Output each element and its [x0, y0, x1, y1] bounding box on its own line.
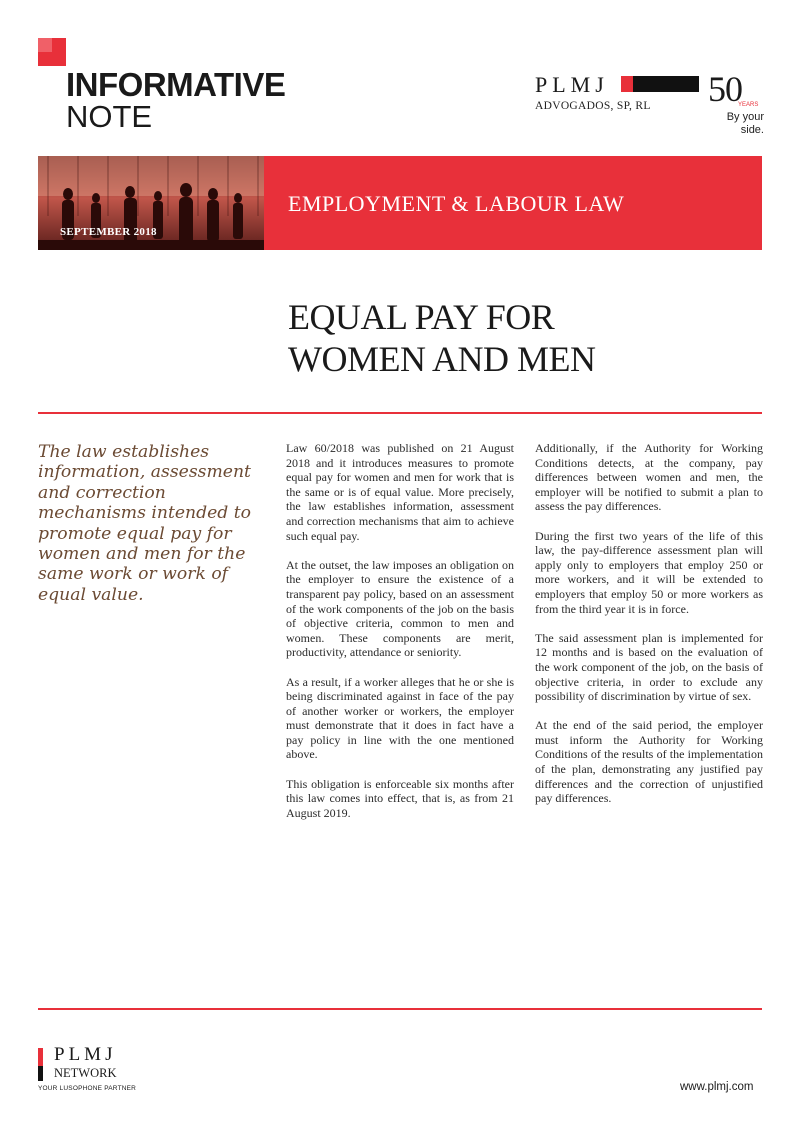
network-logo-name: PLMJ [54, 1044, 117, 1065]
network-tagline: YOUR LUSOPHONE PARTNER [38, 1085, 137, 1092]
network-logo-word: NETWORK [54, 1066, 117, 1080]
note-title-line1: INFORMATIVE [66, 66, 286, 103]
firm-logo-red-bar [621, 76, 633, 92]
article-headline [288, 296, 595, 380]
headline-line1: EQUAL PAY FOR [288, 297, 555, 337]
note-title-line2: NOTE [66, 99, 153, 134]
paragraph: At the end of the said period, the employer must inform the Authority for Working Conditions of the results of the implementation of the plan, demonstrating any justified pay differences and the correction of unjustified pay differences. [535, 718, 763, 806]
anniversary-number: 50 [708, 69, 742, 109]
paragraph: At the outset, the law imposes an obligation on the employer to ensure the existence of a transparent pay policy, based on an assessment of the work components of the job on the basis of objective criteria, common to men and women. These components are merit, productivity, attendance or seniority. [286, 557, 514, 660]
top-divider [38, 412, 762, 414]
body-column-2 [535, 441, 763, 820]
anniversary-logo [706, 68, 764, 138]
paragraph: During the first two years of the life of this law, the pay-difference assessment plan will apply only to employers that employ 250 or more workers, and it will be extended to employers that employ 50 or more workers as from the third year it is in force. [535, 528, 763, 616]
anniversary-label: YEARS [738, 102, 759, 108]
paragraph: Additionally, if the Authority for Working Conditions detects, at the company, pay differences between women and men, the employer will be notified to submit a plan to assess the pay differences. [535, 441, 763, 514]
practice-banner [264, 156, 762, 250]
headline-line2: WOMEN AND MEN [288, 339, 596, 379]
firm-subtitle: ADVOGADOS, SP, RL [535, 100, 651, 112]
network-logo-red-bar [38, 1048, 43, 1066]
practice-area-title: EMPLOYMENT & LABOUR LAW [288, 191, 625, 216]
tagline-line2: side. [740, 124, 764, 136]
firm-logo-black-bar [633, 76, 699, 92]
pull-quote: The law establishes information, assessment and correction mechanisms intended to promote equal pay for women and men for the same work or work of equal value. [38, 442, 251, 605]
paragraph: The said assessment plan is implemented for 12 months and is based on the evaluation of the work component of the job, on the basis of objective criteria, in order to exclude any possibility of discrimination by virtue of sex. [535, 630, 763, 704]
paragraph: As a result, if a worker alleges that he or she is being discriminated against in face of the pay of another worker or workers, the employer must demonstrate that it does in fact have a pay policy in line with the one mentioned above. [286, 674, 514, 762]
banner-photo [38, 156, 264, 250]
firm-logo-name: PLMJ [535, 72, 609, 97]
network-logo-black-bar [38, 1066, 43, 1081]
paragraph: Law 60/2018 was published on 21 August 2018 and it introduces measures to promote equal pay for women and men for work that is the same or is of equal value. More precisely, the law establishes information, assessment and correction mechanisms that aim to achieve such equal pay. [286, 441, 514, 543]
body-column-1 [286, 441, 514, 835]
tagline-line1: By your [726, 111, 764, 123]
corner-square-logo [38, 38, 66, 66]
website-link[interactable]: www.plmj.com [680, 1081, 754, 1093]
issue-date: SEPTEMBER 2018 [60, 226, 157, 238]
bottom-divider [38, 1008, 762, 1010]
paragraph: This obligation is enforceable six months after this law comes into effect, that is, as from 21 August 2019. [286, 776, 514, 820]
